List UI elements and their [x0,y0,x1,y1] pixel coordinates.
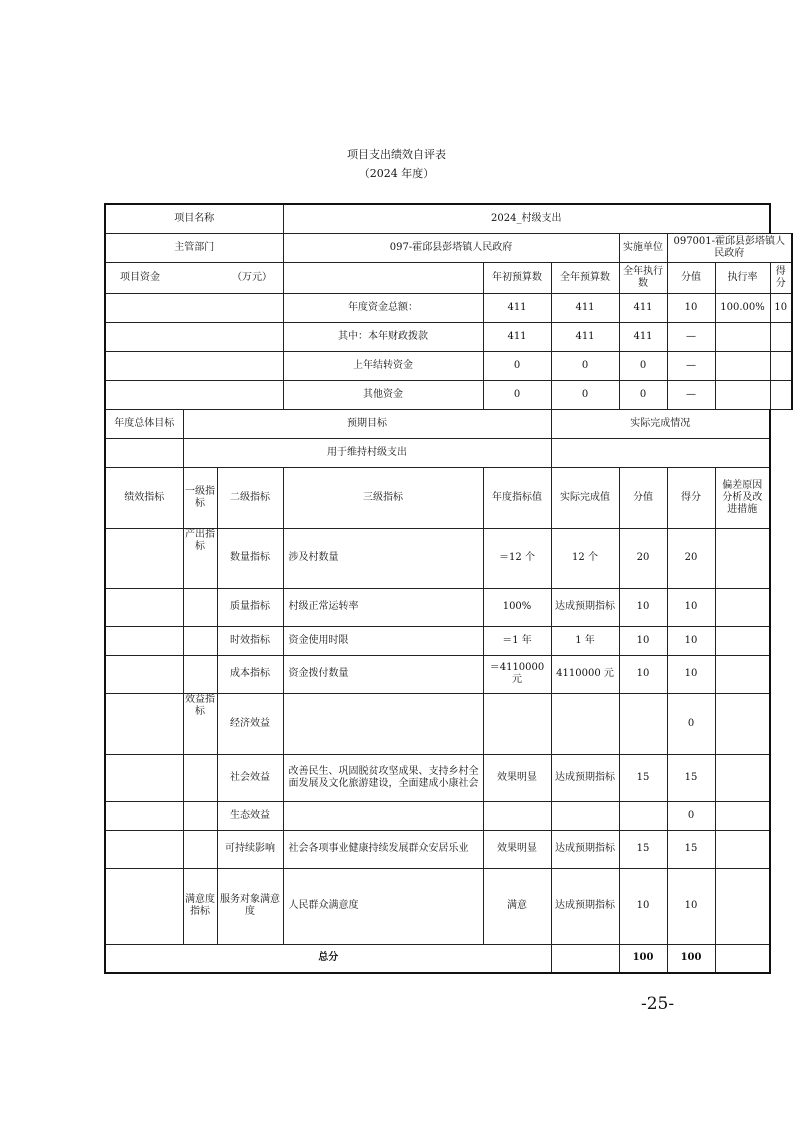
note-cell [715,626,770,655]
got-cell: 15 [667,830,715,868]
funds-cell: 10 [770,293,792,322]
funds-cell [770,351,792,380]
level2-cell: 时效指标 [217,626,283,655]
actual-cell: 达成预期指标 [551,588,619,626]
unit-label: 实施单位 [619,233,667,262]
funds-header: 全年执行数 [619,262,667,293]
funds-cell: 0 [483,351,551,380]
funds-row-label: 其他资金 [283,380,483,409]
funds-cell [770,380,792,409]
level1-cell: 效益指标 [183,693,217,754]
funds-row-label: 年度资金总额： [283,293,483,322]
expected-goal-text: 用于维持村级支出 [183,438,551,467]
perf-label: 绩效指标 [105,467,183,528]
funds-cell: 411 [619,293,667,322]
level2-cell: 经济效益 [217,693,283,754]
level1-cell: 产出指标 [183,528,217,588]
level2-cell: 数量指标 [217,528,283,588]
score-cell: 15 [619,754,667,801]
got-cell: 10 [667,626,715,655]
table-subtitle: （2024 年度） [358,167,435,180]
note-header: 偏差原因分析及改进措施 [715,467,770,528]
level3-cell: 改善民生、巩固脱贫攻坚成果、支持乡村全面发展及文化旅游建设，全面建成小康社会 [283,754,483,801]
funds-cell: 0 [619,380,667,409]
table-title: 项目支出绩效自评表 [347,148,446,161]
funds-cell [715,351,770,380]
actual-cell: 达成预期指标 [551,754,619,801]
level2-cell: 服务对象满意度 [217,868,283,944]
level3-cell: 村级正常运转率 [283,588,483,626]
note-cell [715,801,770,830]
funds-cell: 0 [483,380,551,409]
level3-cell: 资金使用时限 [283,626,483,655]
actual-cell: 4110000 元 [551,655,619,693]
level1-blank [183,801,217,830]
funds-cell [715,380,770,409]
perf-blank [105,626,183,655]
total-blank [551,944,619,973]
actual-goal-text [551,438,770,467]
note-cell [715,528,770,588]
actual-cell [551,693,619,754]
level3-cell: 涉及村数量 [283,528,483,588]
funds-header: 全年预算数 [551,262,619,293]
funds-row-blank [105,293,283,322]
level3-header: 三级指标 [283,467,483,528]
funds-cell: 10 [667,293,715,322]
score-cell [619,801,667,830]
funds-header: 执行率 [715,262,770,293]
funds-row-label: 上年结转资金 [283,351,483,380]
level2-cell: 生态效益 [217,801,283,830]
funds-cell: — [667,322,715,351]
level2-header: 二级指标 [217,467,283,528]
score-cell: 10 [619,626,667,655]
unit-value: 097001-霍邱县彭塔镇人民政府 [667,233,792,262]
perf-blank [105,588,183,626]
funds-unit: （万元） [232,271,272,283]
got-cell: 15 [667,754,715,801]
funds-label-cell [105,262,283,293]
got-cell: 10 [667,655,715,693]
funds-label: 项目资金 [120,271,160,283]
funds-cell: — [667,380,715,409]
funds-row-blank [105,351,283,380]
target-cell: ＝4110000 元 [483,655,551,693]
funds-cell: 411 [551,322,619,351]
score-cell [619,693,667,754]
target-cell [483,801,551,830]
level2-cell: 可持续影响 [217,830,283,868]
perf-blank [105,801,183,830]
score-header: 分值 [619,467,667,528]
perf-blank [105,693,183,754]
got-cell: 10 [667,588,715,626]
annual-goal-blank [105,438,183,467]
funds-cell: 411 [483,293,551,322]
actual-cell: 12 个 [551,528,619,588]
funds-header: 分值 [667,262,715,293]
funds-header-blank [283,262,483,293]
note-cell [715,830,770,868]
funds-row-blank [105,380,283,409]
target-cell: 效果明显 [483,754,551,801]
got-cell: 0 [667,693,715,754]
funds-cell: 411 [619,322,667,351]
level3-cell: 社会各项事业健康持续发展群众安居乐业 [283,830,483,868]
got-cell: 20 [667,528,715,588]
level1-blank [183,626,217,655]
level3-cell [283,801,483,830]
actual-header: 实际完成值 [551,467,619,528]
got-cell: 0 [667,801,715,830]
level1-blank [183,830,217,868]
target-header: 年度指标值 [483,467,551,528]
level2-cell: 成本指标 [217,655,283,693]
note-cell [715,754,770,801]
score-cell: 10 [619,868,667,944]
level1-cell: 满意度指标 [183,868,217,944]
level3-cell: 人民群众满意度 [283,868,483,944]
score-cell: 20 [619,528,667,588]
funds-cell: 411 [551,293,619,322]
actual-goal-label: 实际完成情况 [551,409,770,438]
total-score: 100 [619,944,667,973]
perf-blank [105,754,183,801]
perf-blank [105,830,183,868]
got-header: 得分 [667,467,715,528]
funds-cell [715,322,770,351]
score-cell: 15 [619,830,667,868]
got-cell: 10 [667,868,715,944]
target-cell: ＝1 年 [483,626,551,655]
funds-cell: 0 [551,351,619,380]
note-cell [715,655,770,693]
level2-cell: 质量指标 [217,588,283,626]
funds-cell: — [667,351,715,380]
total-got: 100 [667,944,715,973]
performance-evaluation-table [104,203,793,974]
note-cell [715,868,770,944]
funds-row-blank [105,322,283,351]
funds-cell [770,322,792,351]
level1-blank [183,754,217,801]
dept-value: 097-霍邱县彭塔镇人民政府 [283,233,619,262]
project-name-label: 项目名称 [105,204,283,233]
total-note [715,944,770,973]
dept-label: 主管部门 [105,233,283,262]
actual-cell: 达成预期指标 [551,868,619,944]
project-name-value: 2024_村级支出 [283,204,770,233]
level1-blank [183,655,217,693]
funds-header: 年初预算数 [483,262,551,293]
annual-goal-label: 年度总体目标 [105,409,183,438]
funds-cell: 0 [551,380,619,409]
note-cell [715,588,770,626]
expected-goal-label: 预期目标 [183,409,551,438]
page-number: -25- [641,994,675,1014]
level1-header: 一级指标 [183,467,217,528]
funds-cell: 0 [619,351,667,380]
funds-cell: 100.00% [715,293,770,322]
total-label: 总分 [105,944,551,973]
actual-cell: 达成预期指标 [551,830,619,868]
perf-blank [105,868,183,944]
note-cell [715,693,770,754]
level3-cell [283,693,483,754]
target-cell: 满意 [483,868,551,944]
level2-cell: 社会效益 [217,754,283,801]
target-cell: ＝12 个 [483,528,551,588]
perf-blank [105,655,183,693]
score-cell: 10 [619,655,667,693]
level3-cell: 资金拨付数量 [283,655,483,693]
level1-blank [183,588,217,626]
target-cell: 效果明显 [483,830,551,868]
funds-header: 得分 [770,262,792,293]
actual-cell [551,801,619,830]
target-cell: 100% [483,588,551,626]
score-cell: 10 [619,588,667,626]
funds-row-label: 其中：本年财政拨款 [283,322,483,351]
perf-blank [105,528,183,588]
funds-cell: 411 [483,322,551,351]
target-cell [483,693,551,754]
actual-cell: 1 年 [551,626,619,655]
